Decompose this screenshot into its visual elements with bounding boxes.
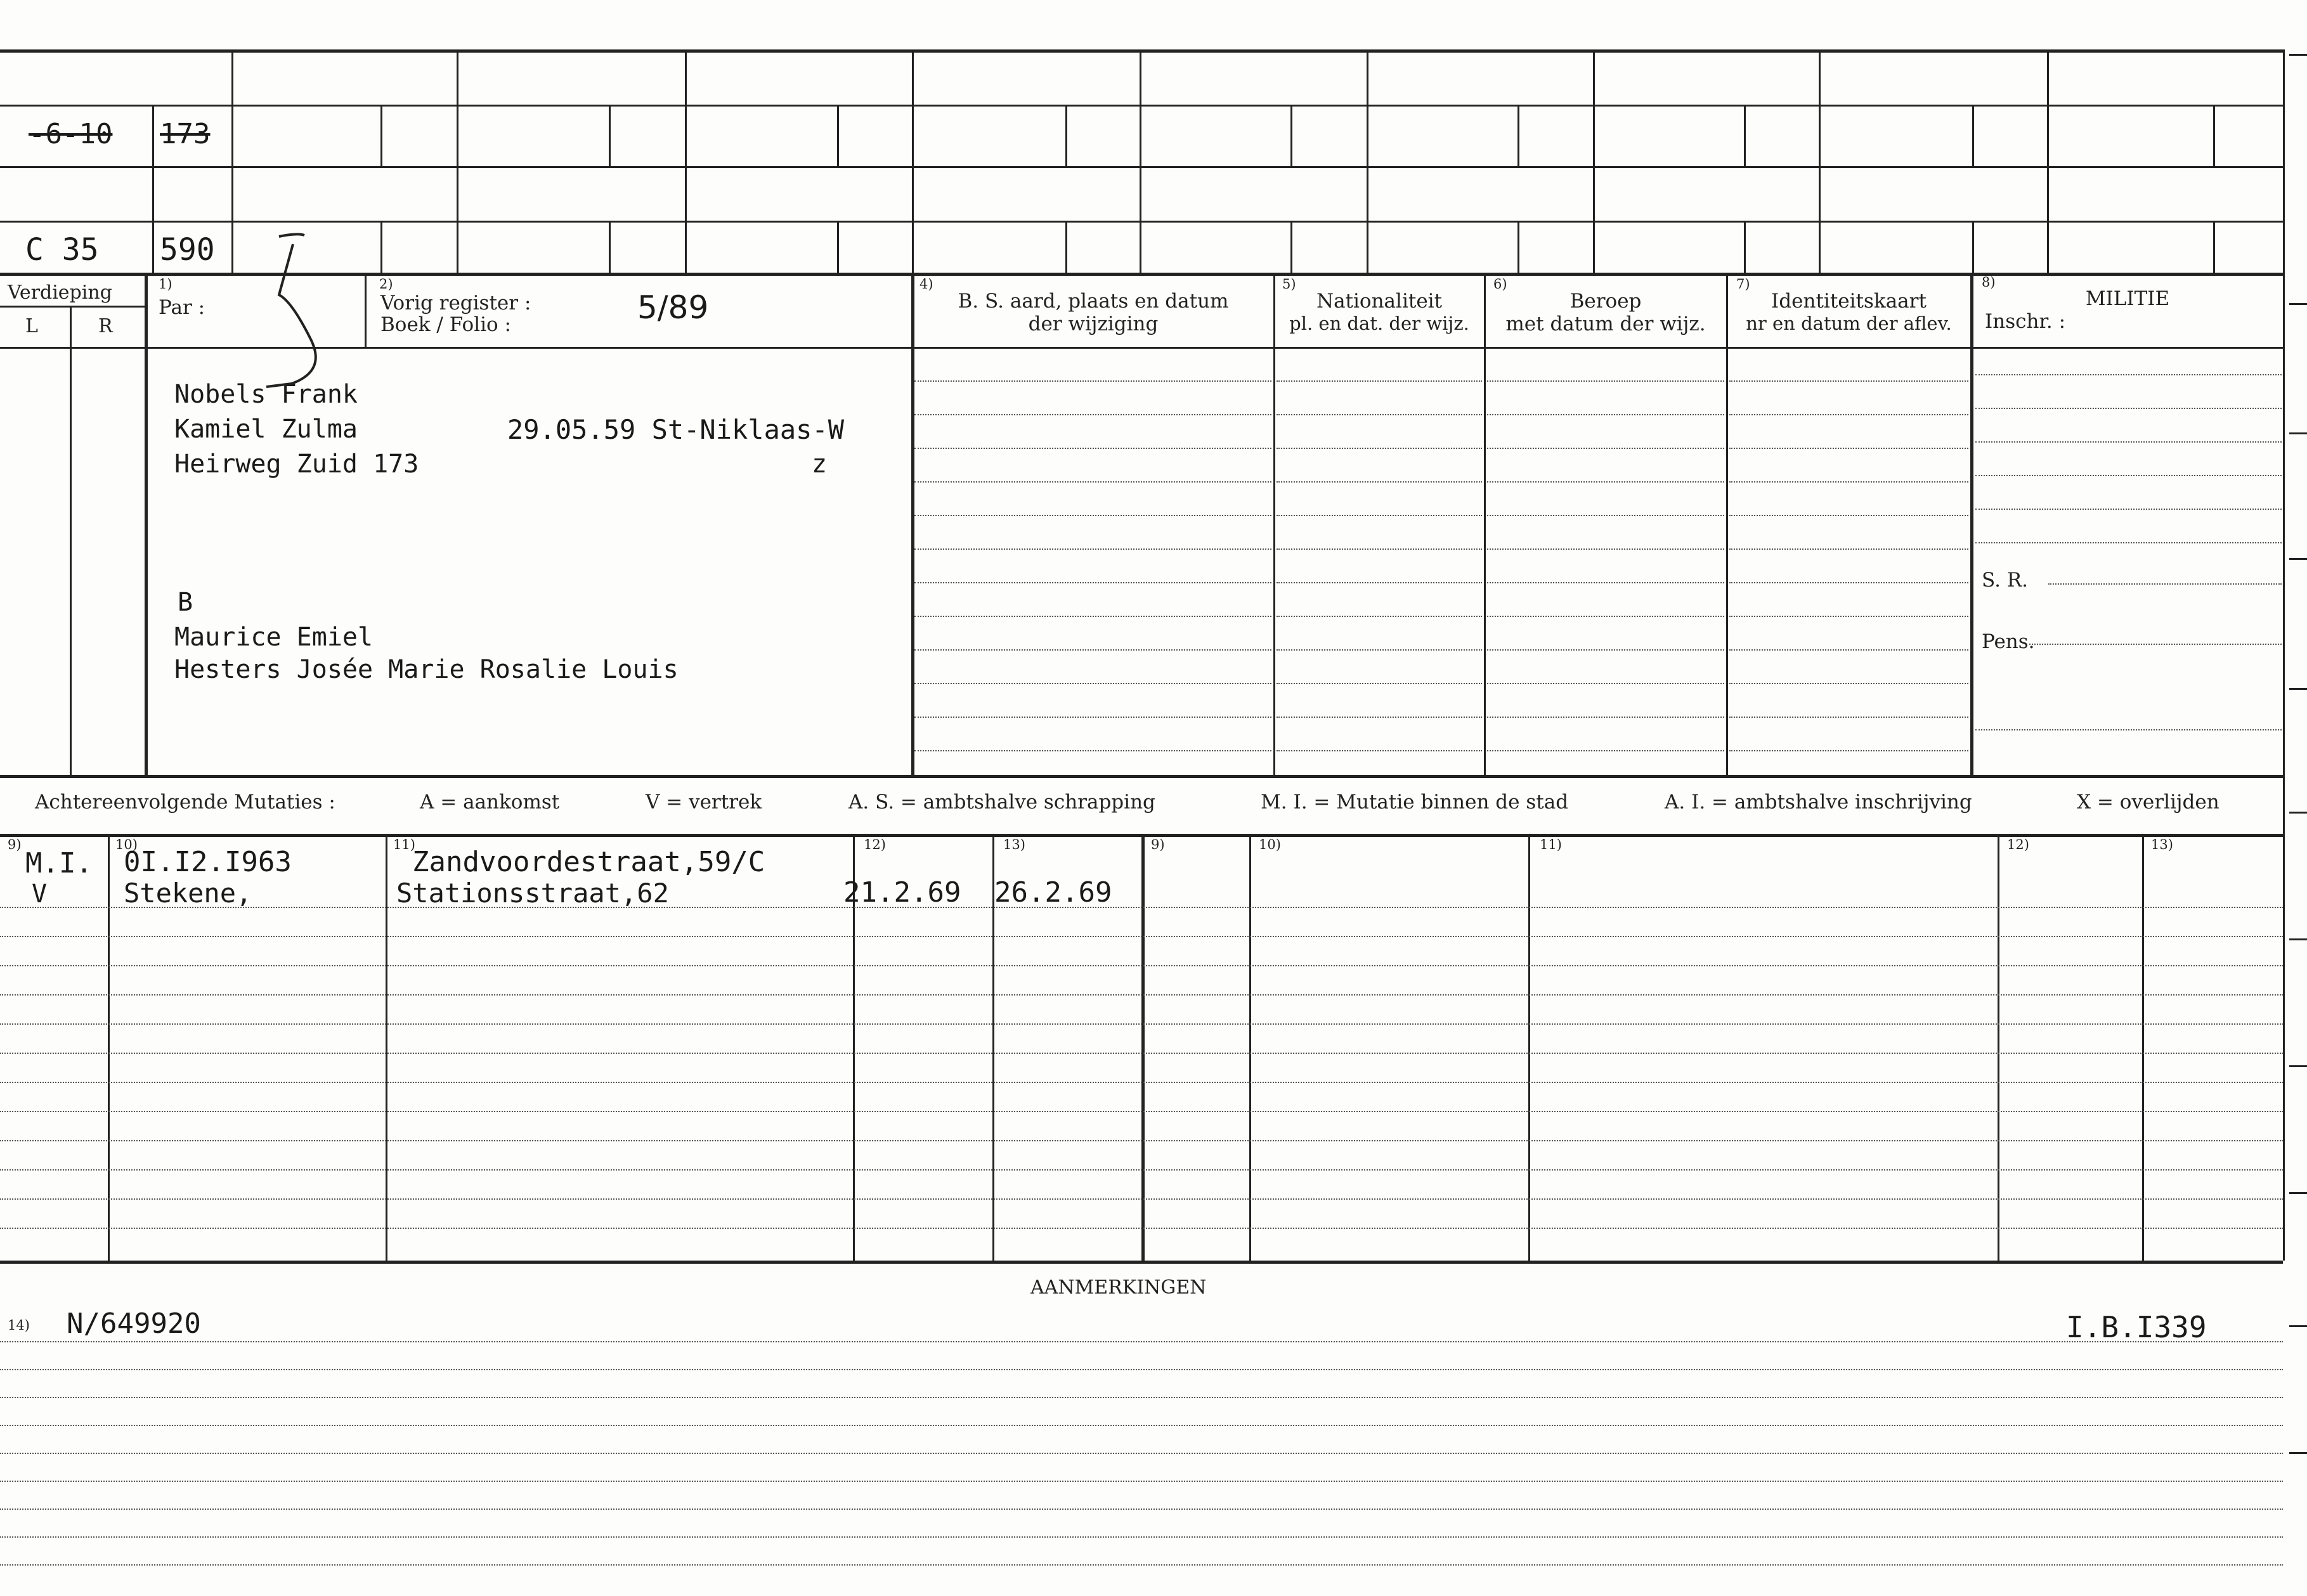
top-border — [0, 49, 2283, 53]
sub-divider — [1290, 221, 1292, 273]
top-grid-vline — [152, 105, 154, 273]
verdieping-label: Verdieping — [8, 282, 112, 304]
dotted-rule — [1487, 582, 1724, 583]
mut-row-2-type: V — [32, 879, 48, 909]
mut-col-num: 13) — [1003, 837, 1025, 852]
sub-divider — [1517, 221, 1519, 273]
mut-row-1-type: M.I. — [25, 847, 93, 879]
register-folio-2: 590 — [160, 232, 215, 268]
column-divider — [1970, 273, 1973, 775]
sub-divider — [1065, 221, 1067, 273]
dotted-rule — [0, 1111, 2283, 1112]
sub-divider — [380, 221, 382, 273]
dotted-rule — [914, 649, 1271, 651]
sub-divider — [1972, 221, 1974, 273]
identiteitskaart-label-2: nr en datum der aflev. — [1746, 313, 1952, 334]
sub-divider — [609, 221, 611, 273]
sub-divider — [1744, 105, 1746, 166]
bs-label-2: der wijziging — [1028, 313, 1159, 335]
edge-tick — [2289, 1192, 2307, 1194]
legend-item: X = overlijden — [2077, 791, 2219, 814]
beroep-num: 6) — [1493, 276, 1507, 292]
column-divider — [911, 273, 914, 775]
dotted-rule — [1729, 750, 1968, 751]
sub-divider — [609, 105, 611, 166]
dotted-rule — [0, 965, 2283, 966]
militie-pens: Pens. — [1982, 630, 2035, 653]
beroep-label-1: Beroep — [1569, 290, 1642, 313]
mut-row-2-date13: 26.2.69 — [994, 876, 1112, 909]
dotted-rule — [1487, 683, 1724, 684]
dotted-rule — [1277, 448, 1482, 449]
dotted-rule — [1487, 448, 1724, 449]
dotted-rule — [914, 616, 1271, 617]
sub-divider — [1517, 105, 1519, 166]
identiteitskaart-label-1: Identiteitskaart — [1771, 290, 1927, 313]
sub-divider — [2213, 105, 2215, 166]
dotted-rule — [1277, 582, 1482, 583]
legend-item: M. I. = Mutatie binnen de stad — [1261, 791, 1569, 814]
mutaties-col-divider — [1998, 836, 1999, 1261]
pen-stroke — [254, 225, 342, 390]
sub-divider — [837, 105, 839, 166]
dotted-rule — [1729, 616, 1968, 617]
column-divider — [1726, 273, 1728, 775]
nationaliteit-label-2: pl. en dat. der wijz. — [1289, 313, 1469, 334]
dotted-rule — [914, 582, 1271, 583]
verdieping-r: R — [98, 315, 113, 337]
aanmerkingen-code: N/649920 — [67, 1307, 201, 1340]
top-grid-vline — [685, 49, 687, 273]
dotted-rule — [0, 1198, 2283, 1200]
header-top-border — [0, 273, 2283, 276]
mut-col-num: 12) — [864, 837, 886, 852]
top-grid-vline — [1367, 49, 1368, 273]
dotted-rule — [1277, 548, 1482, 550]
edge-tick — [2289, 1065, 2307, 1067]
sub-divider — [2213, 221, 2215, 273]
dotted-rule — [0, 1453, 2283, 1454]
dotted-rule — [2048, 583, 2282, 585]
dotted-rule — [1729, 649, 1968, 651]
dotted-rule — [2029, 644, 2282, 645]
edge-tick — [2289, 303, 2307, 305]
beroep-label-2: met datum der wijz. — [1505, 313, 1706, 335]
dotted-rule — [1487, 481, 1724, 483]
vorig-register-num: 2) — [379, 276, 393, 292]
person-surname-first: Nobels Frank — [174, 380, 358, 409]
dotted-rule — [1729, 481, 1968, 483]
mutaties-col-divider — [1141, 836, 1145, 1261]
mut-row-2-date12: 21.2.69 — [843, 876, 961, 909]
top-grid-line — [0, 166, 2283, 168]
mutaties-col-divider — [108, 836, 110, 1261]
top-grid-vline — [1140, 49, 1141, 273]
dotted-rule — [0, 1341, 2283, 1342]
dotted-rule — [0, 1228, 2283, 1229]
legend-top-border — [0, 775, 2283, 778]
dotted-rule — [0, 1481, 2283, 1482]
mut-row-2-place: Stekene, — [124, 878, 252, 909]
edge-tick — [2289, 54, 2307, 56]
person-birth: 29.05.59 St-Niklaas-W — [507, 414, 845, 445]
verdieping-right-border — [145, 273, 148, 775]
dotted-rule — [1729, 717, 1968, 718]
dotted-rule — [914, 548, 1271, 550]
top-grid-vline — [1819, 49, 1821, 273]
dotted-rule — [914, 717, 1271, 718]
dotted-rule — [0, 994, 2283, 996]
dotted-rule — [1975, 475, 2282, 476]
top-grid-vline — [2283, 49, 2285, 273]
dotted-rule — [1975, 542, 2282, 543]
person-address: Heirweg Zuid 173 — [174, 450, 419, 479]
dotted-rule — [0, 1536, 2283, 1538]
register-vol-2: C 35 — [25, 232, 99, 268]
mut-col-num: 12) — [2007, 837, 2029, 852]
dotted-rule — [0, 1140, 2283, 1141]
dotted-rule — [0, 1023, 2283, 1025]
dotted-rule — [1729, 683, 1968, 684]
mut-col-num: 10) — [1259, 837, 1281, 852]
mutaties-col-divider — [1249, 836, 1251, 1261]
aanmerkingen-title: AANMERKINGEN — [1030, 1276, 1207, 1299]
dotted-rule — [0, 1169, 2283, 1171]
legend-item: A = aankomst — [420, 791, 560, 814]
bs-num: 4) — [920, 276, 933, 292]
mutaties-col-divider — [2142, 836, 2144, 1261]
par-divider — [365, 273, 367, 347]
person-father: Maurice Emiel — [174, 623, 374, 652]
dotted-rule — [1487, 515, 1724, 516]
verdieping-divider — [0, 306, 145, 308]
person-z: z — [812, 450, 828, 479]
legend-item: V = vertrek — [646, 791, 762, 814]
mut-col-num: 11) — [393, 837, 415, 852]
dotted-rule — [1975, 509, 2282, 510]
dotted-rule — [1277, 515, 1482, 516]
dotted-rule — [0, 1425, 2283, 1426]
dotted-rule — [0, 907, 2283, 908]
dotted-rule — [1487, 750, 1724, 751]
register-folio-1: 173 — [160, 118, 211, 150]
aanmerkingen-num: 14) — [8, 1318, 30, 1333]
dotted-rule — [1277, 616, 1482, 617]
dotted-rule — [1975, 729, 2282, 730]
register-vol-1: -6-10 — [29, 118, 113, 150]
edge-tick — [2289, 1452, 2307, 1454]
mut-row-1-address: Zandvoordestraat,59/C — [412, 846, 765, 878]
dotted-rule — [1975, 374, 2282, 375]
dotted-rule — [1729, 448, 1968, 449]
mutaties-legend-title: Achtereenvolgende Mutaties : — [35, 791, 335, 814]
dotted-rule — [914, 683, 1271, 684]
dotted-rule — [1487, 548, 1724, 550]
edge-tick — [2289, 1325, 2307, 1327]
dotted-rule — [0, 936, 2283, 937]
mut-col-num: 9) — [8, 837, 22, 852]
mut-row-1-date: 0I.I2.I963 — [124, 846, 292, 878]
dotted-rule — [1277, 414, 1482, 415]
edge-tick — [2289, 938, 2307, 940]
dotted-rule — [1729, 414, 1968, 415]
bs-label-1: B. S. aard, plaats en datum — [958, 290, 1229, 313]
dotted-rule — [1277, 683, 1482, 684]
verdieping-lr-divider — [70, 306, 72, 775]
dotted-rule — [1277, 750, 1482, 751]
mut-col-num: 10) — [115, 837, 138, 852]
par-label: Par : — [159, 296, 205, 319]
edge-tick — [2289, 688, 2307, 690]
column-divider — [1273, 273, 1275, 775]
dotted-rule — [1975, 408, 2282, 409]
dotted-rule — [1975, 441, 2282, 443]
sub-divider — [837, 221, 839, 273]
dotted-rule — [0, 1082, 2283, 1083]
sub-divider — [1290, 105, 1292, 166]
sub-divider — [1065, 105, 1067, 166]
dotted-rule — [914, 481, 1271, 483]
column-divider — [1484, 273, 1486, 775]
top-grid-line — [0, 221, 2283, 223]
top-grid-vline — [1593, 49, 1595, 273]
militie-sr: S. R. — [1982, 569, 2029, 592]
edge-tick — [2289, 558, 2307, 560]
dotted-rule — [1729, 515, 1968, 516]
mut-col-num: 13) — [2151, 837, 2173, 852]
person-other-names: Kamiel Zulma — [174, 415, 358, 444]
vorig-register-label: Vorig register : — [380, 292, 531, 315]
verdieping-l: L — [25, 315, 38, 337]
sub-divider — [1972, 105, 1974, 166]
dotted-rule — [1729, 548, 1968, 550]
dotted-rule — [1277, 649, 1482, 651]
dotted-rule — [1729, 582, 1968, 583]
sub-divider — [380, 105, 382, 166]
dotted-rule — [914, 515, 1271, 516]
dotted-rule — [0, 1397, 2283, 1398]
top-grid-line — [0, 105, 2283, 107]
right-border — [2283, 273, 2285, 1261]
dotted-rule — [914, 448, 1271, 449]
dotted-rule — [0, 1508, 2283, 1510]
dotted-rule — [0, 1369, 2283, 1370]
dotted-rule — [914, 380, 1271, 382]
mutaties-col-divider — [386, 836, 387, 1261]
dotted-rule — [1487, 649, 1724, 651]
mutaties-col-divider — [1528, 836, 1530, 1261]
top-grid-vline — [231, 49, 233, 273]
person-mother: Hesters Josée Marie Rosalie Louis — [174, 655, 679, 684]
top-grid-vline — [912, 49, 914, 273]
identiteitskaart-num: 7) — [1736, 276, 1750, 292]
dotted-rule — [1487, 616, 1724, 617]
dotted-rule — [1277, 481, 1482, 483]
dotted-rule — [1487, 380, 1724, 382]
dotted-rule — [914, 414, 1271, 415]
dotted-rule — [0, 1053, 2283, 1054]
militie-num: 8) — [1982, 275, 1996, 290]
dotted-rule — [914, 750, 1271, 751]
dotted-rule — [1277, 380, 1482, 382]
top-grid-vline — [457, 49, 458, 273]
edge-tick — [2289, 812, 2307, 814]
dotted-rule — [1277, 717, 1482, 718]
legend-item: A. S. = ambtshalve schrapping — [848, 791, 1155, 814]
militie-title: MILITIE — [2085, 287, 2170, 310]
top-grid-vline — [2047, 49, 2049, 273]
par-num: 1) — [159, 276, 172, 292]
aanmerkingen-top-border — [0, 1261, 2283, 1264]
sub-divider — [1744, 221, 1746, 273]
militie-inschr: Inschr. : — [1985, 310, 2066, 333]
nationaliteit-label-1: Nationaliteit — [1316, 290, 1443, 313]
nationaliteit-num: 5) — [1282, 276, 1296, 292]
dotted-rule — [1487, 414, 1724, 415]
legend-item: A. I. = ambtshalve inschrijving — [1665, 791, 1972, 814]
dotted-rule — [1729, 380, 1968, 382]
mut-row-2-address: Stationsstraat,62 — [396, 878, 669, 909]
mut-col-num: 9) — [1151, 837, 1165, 852]
person-b: B — [178, 588, 193, 617]
dotted-rule — [1487, 717, 1724, 718]
vorig-register-value: 5/89 — [637, 289, 709, 326]
boek-folio-label: Boek / Folio : — [380, 313, 511, 336]
dotted-rule — [0, 1564, 2283, 1566]
mut-col-num: 11) — [1540, 837, 1562, 852]
edge-tick — [2289, 432, 2307, 434]
aanmerkingen-ref: I.B.I339 — [2066, 1310, 2207, 1344]
header-bottom-border — [0, 347, 2283, 349]
